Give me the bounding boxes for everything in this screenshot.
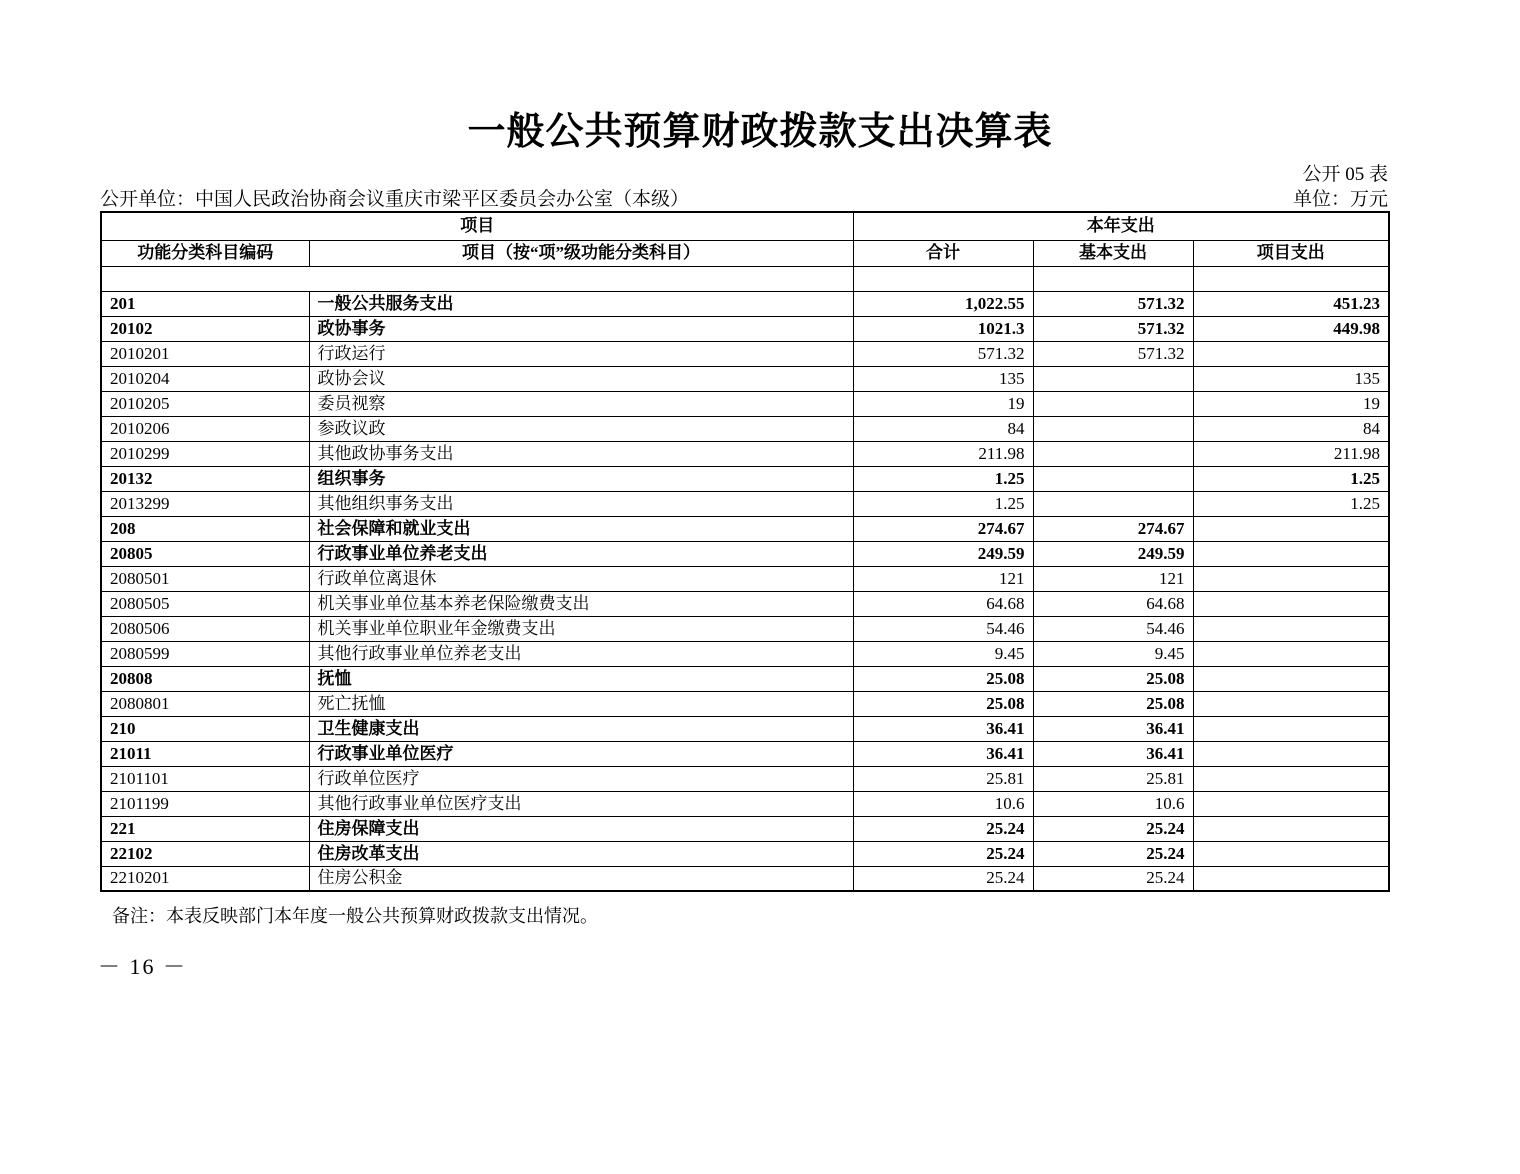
- cell-project: [1193, 341, 1389, 366]
- spacer-cell: [1033, 266, 1193, 291]
- table-row: [101, 666, 1389, 691]
- cell-project: [1193, 791, 1389, 816]
- cell-code: 22102: [101, 841, 309, 866]
- cell-total: 25.24: [853, 866, 1033, 891]
- cell-name: 其他行政事业单位养老支出: [309, 641, 853, 666]
- cell-total: 36.41: [853, 741, 1033, 766]
- cell-code: 2080801: [101, 691, 309, 716]
- cell-name: 卫生健康支出: [309, 716, 853, 741]
- cell-name: 其他政协事务支出: [309, 441, 853, 466]
- cell-project: [1193, 641, 1389, 666]
- cell-project: [1193, 591, 1389, 616]
- cell-basic: 64.68: [1033, 591, 1193, 616]
- cell-code: 210: [101, 716, 309, 741]
- table-row: [101, 741, 1389, 766]
- cell-basic: 121: [1033, 566, 1193, 591]
- table-row: [101, 566, 1389, 591]
- cell-basic: 25.24: [1033, 841, 1193, 866]
- cell-name: 行政运行: [309, 341, 853, 366]
- cell-total: 1.25: [853, 491, 1033, 516]
- table-row: [101, 491, 1389, 516]
- cell-total: 25.24: [853, 841, 1033, 866]
- col-header-total: 合计: [853, 240, 1033, 266]
- footnote: 备注：本表反映部门本年度一般公共预算财政拨款支出情况。: [112, 906, 598, 926]
- cell-total: 36.41: [853, 716, 1033, 741]
- column-header-row: [101, 240, 1389, 266]
- cell-basic: [1033, 416, 1193, 441]
- cell-project: [1193, 516, 1389, 541]
- cell-basic: 36.41: [1033, 716, 1193, 741]
- cell-total: 10.6: [853, 791, 1033, 816]
- cell-total: 1021.3: [853, 316, 1033, 341]
- cell-basic: 9.45: [1033, 641, 1193, 666]
- cell-total: 64.68: [853, 591, 1033, 616]
- cell-name: 机关事业单位基本养老保险缴费支出: [309, 591, 853, 616]
- table-row: [101, 841, 1389, 866]
- table-row: [101, 766, 1389, 791]
- cell-code: 2010201: [101, 341, 309, 366]
- cell-project: 211.98: [1193, 441, 1389, 466]
- cell-project: [1193, 691, 1389, 716]
- table-row: [101, 441, 1389, 466]
- cell-project: [1193, 841, 1389, 866]
- cell-code: 20132: [101, 466, 309, 491]
- meta-block: [100, 163, 1388, 211]
- cell-basic: 571.32: [1033, 341, 1193, 366]
- cell-basic: [1033, 366, 1193, 391]
- cell-name: 住房改革支出: [309, 841, 853, 866]
- cell-name: 行政单位离退休: [309, 566, 853, 591]
- cell-total: 84: [853, 416, 1033, 441]
- cell-total: 9.45: [853, 641, 1033, 666]
- spacer-cell: [1193, 266, 1389, 291]
- cell-basic: 25.08: [1033, 691, 1193, 716]
- cell-name: 抚恤: [309, 666, 853, 691]
- cell-code: 2010204: [101, 366, 309, 391]
- cell-name: 住房保障支出: [309, 816, 853, 841]
- table-row: [101, 541, 1389, 566]
- table-row: [101, 366, 1389, 391]
- cell-total: 571.32: [853, 341, 1033, 366]
- unit-of-measure: 单位：万元: [1292, 189, 1388, 210]
- cell-total: 19: [853, 391, 1033, 416]
- col-header-name: 项目（按“项”级功能分类科目）: [309, 240, 853, 266]
- cell-name: 其他组织事务支出: [309, 491, 853, 516]
- cell-name: 组织事务: [309, 466, 853, 491]
- spacer-cell: [101, 266, 853, 291]
- cell-basic: 25.24: [1033, 866, 1193, 891]
- cell-total: 1.25: [853, 466, 1033, 491]
- cell-basic: 249.59: [1033, 541, 1193, 566]
- cell-code: 21011: [101, 741, 309, 766]
- cell-basic: 571.32: [1033, 291, 1193, 316]
- table-row: [101, 591, 1389, 616]
- table-row: [101, 416, 1389, 441]
- cell-total: 25.08: [853, 666, 1033, 691]
- cell-total: 135: [853, 366, 1033, 391]
- table-row: [101, 816, 1389, 841]
- cell-code: 2010299: [101, 441, 309, 466]
- table-row: [101, 641, 1389, 666]
- cell-basic: [1033, 391, 1193, 416]
- cell-code: 2080599: [101, 641, 309, 666]
- table-row: [101, 341, 1389, 366]
- cell-name: 死亡抚恤: [309, 691, 853, 716]
- cell-project: [1193, 716, 1389, 741]
- publish-unit: 公开单位：中国人民政治协商会议重庆市梁平区委员会办公室（本级）: [100, 189, 690, 210]
- cell-name: 行政事业单位养老支出: [309, 541, 853, 566]
- cell-code: 2080506: [101, 616, 309, 641]
- table-row: [101, 391, 1389, 416]
- cell-name: 住房公积金: [309, 866, 853, 891]
- cell-name: 委员视察: [309, 391, 853, 416]
- cell-code: 2080501: [101, 566, 309, 591]
- table-row: [101, 716, 1389, 741]
- cell-basic: 25.08: [1033, 666, 1193, 691]
- cell-code: 20808: [101, 666, 309, 691]
- cell-code: 208: [101, 516, 309, 541]
- cell-name: 参政议政: [309, 416, 853, 441]
- group-header-current-year: 本年支出: [853, 212, 1389, 240]
- table-row: [101, 691, 1389, 716]
- table-row: [101, 616, 1389, 641]
- cell-basic: [1033, 466, 1193, 491]
- cell-total: 25.81: [853, 766, 1033, 791]
- cell-total: 274.67: [853, 516, 1033, 541]
- cell-project: 449.98: [1193, 316, 1389, 341]
- cell-name: 机关事业单位职业年金缴费支出: [309, 616, 853, 641]
- cell-basic: 54.46: [1033, 616, 1193, 641]
- table-body: [101, 291, 1389, 891]
- cell-project: [1193, 666, 1389, 691]
- cell-code: 201: [101, 291, 309, 316]
- table-row: [101, 866, 1389, 891]
- cell-project: [1193, 541, 1389, 566]
- cell-total: 211.98: [853, 441, 1033, 466]
- table-row: [101, 791, 1389, 816]
- col-header-code: 功能分类科目编码: [101, 240, 309, 266]
- col-header-basic: 基本支出: [1033, 240, 1193, 266]
- group-header-project: 项目: [101, 212, 853, 240]
- table-row: [101, 291, 1389, 316]
- table-number: 公开 05 表: [1302, 164, 1388, 185]
- col-header-project: 项目支出: [1193, 240, 1389, 266]
- cell-code: 2010205: [101, 391, 309, 416]
- cell-basic: 36.41: [1033, 741, 1193, 766]
- cell-project: 135: [1193, 366, 1389, 391]
- cell-basic: 571.32: [1033, 316, 1193, 341]
- cell-basic: 274.67: [1033, 516, 1193, 541]
- cell-name: 行政事业单位医疗: [309, 741, 853, 766]
- cell-total: 25.24: [853, 816, 1033, 841]
- page-title: 一般公共预算财政拨款支出决算表: [467, 111, 1053, 153]
- group-header-row: [101, 212, 1389, 240]
- cell-project: [1193, 741, 1389, 766]
- table-row: [101, 466, 1389, 491]
- cell-total: 249.59: [853, 541, 1033, 566]
- cell-total: 1,022.55: [853, 291, 1033, 316]
- cell-project: [1193, 816, 1389, 841]
- page-number: － 16 －: [98, 954, 188, 979]
- cell-project: 84: [1193, 416, 1389, 441]
- table-row: [101, 316, 1389, 341]
- cell-code: 2080505: [101, 591, 309, 616]
- spacer-cell: [853, 266, 1033, 291]
- cell-name: 社会保障和就业支出: [309, 516, 853, 541]
- cell-code: 20102: [101, 316, 309, 341]
- cell-total: 121: [853, 566, 1033, 591]
- cell-name: 其他行政事业单位医疗支出: [309, 791, 853, 816]
- cell-name: 行政单位医疗: [309, 766, 853, 791]
- cell-project: [1193, 616, 1389, 641]
- cell-code: 2101101: [101, 766, 309, 791]
- cell-project: 1.25: [1193, 466, 1389, 491]
- cell-name: 政协会议: [309, 366, 853, 391]
- table-row: [101, 516, 1389, 541]
- cell-project: [1193, 866, 1389, 891]
- cell-project: [1193, 566, 1389, 591]
- cell-code: 20805: [101, 541, 309, 566]
- cell-code: 2010206: [101, 416, 309, 441]
- cell-total: 54.46: [853, 616, 1033, 641]
- cell-name: 政协事务: [309, 316, 853, 341]
- cell-name: 一般公共服务支出: [309, 291, 853, 316]
- cell-project: [1193, 766, 1389, 791]
- spacer-row: [101, 266, 1389, 291]
- cell-total: 25.08: [853, 691, 1033, 716]
- cell-code: 2101199: [101, 791, 309, 816]
- cell-code: 221: [101, 816, 309, 841]
- cell-code: 2210201: [101, 866, 309, 891]
- cell-basic: [1033, 441, 1193, 466]
- cell-project: 1.25: [1193, 491, 1389, 516]
- cell-project: 451.23: [1193, 291, 1389, 316]
- cell-basic: 25.81: [1033, 766, 1193, 791]
- cell-basic: 10.6: [1033, 791, 1193, 816]
- cell-project: 19: [1193, 391, 1389, 416]
- cell-basic: [1033, 491, 1193, 516]
- cell-code: 2013299: [101, 491, 309, 516]
- expenditure-table: [100, 211, 1390, 892]
- cell-basic: 25.24: [1033, 816, 1193, 841]
